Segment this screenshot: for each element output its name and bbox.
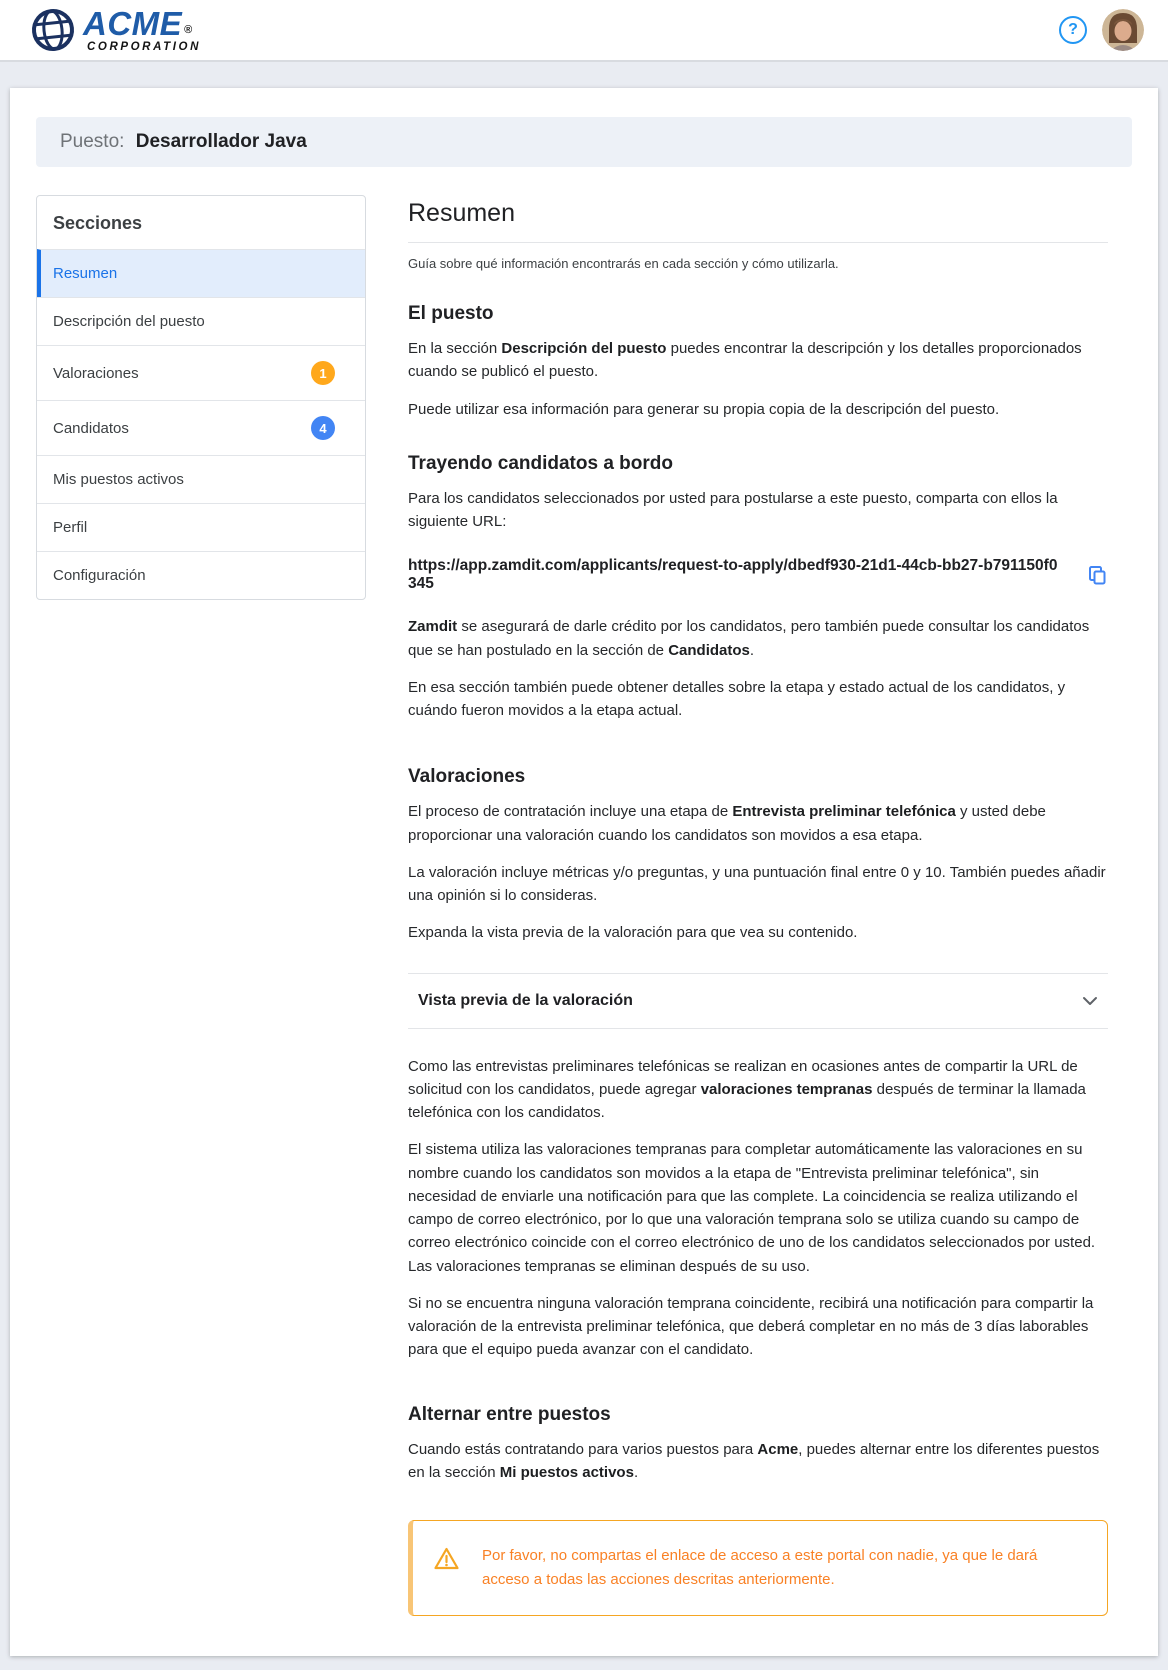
apply-url: https://app.zamdit.com/applicants/request-to-apply/dbedf930-21d1-44cb-bb27-b791150f0345 (408, 557, 1058, 593)
page-subtitle: Guía sobre qué información encontrarás en cada sección y cómo utilizarla. (408, 256, 839, 271)
title-divider (408, 242, 1108, 243)
sidebar-item-label: Valoraciones (53, 364, 139, 382)
user-avatar[interactable] (1102, 9, 1144, 51)
section-heading-valoraciones: Valoraciones (408, 766, 526, 788)
registered-mark: ® (184, 23, 193, 36)
paragraph: Expanda la vista previa de la valoración para que vea su contenido. (408, 924, 858, 942)
valoraciones-count-badge: 1 (311, 361, 335, 385)
job-title-banner (36, 117, 1132, 167)
sidebar-item-label: Descripción del puesto (53, 313, 205, 330)
acme-logo (30, 4, 201, 54)
sidebar-item-descripcion[interactable] (37, 297, 365, 345)
sidebar-item-resumen[interactable] (37, 249, 365, 297)
sections-sidebar (36, 195, 366, 600)
job-title: Desarrollador Java (135, 131, 307, 152)
sidebar-item-label: Candidatos (53, 419, 129, 437)
sidebar-item-label: Perfil (53, 519, 88, 536)
sidebar-item-label: Configuración (53, 567, 146, 584)
paragraph: Como las entrevistas preliminares telefónicas se realizan en ocasiones antes de compartir la URL de solicitud con los candidatos, puede agregar valoraciones tempranas después de terminar la llamada telefónica con los candidatos. (408, 1057, 1086, 1121)
paragraph: El sistema utiliza las valoraciones tempranas para completar automáticamente las valoraciones en su nombre cuando los candidatos son movidos a la etapa de "Entrevista preliminar telefónica", sin necesidad de enviarle una notificación para que las complete. La coincidencia se realiza utilizando el campo de correo electrónico, por lo que una valoración temprana solo se utiliza cuando su campo de correo electrónico coincide con el correo electrónico de uno de los candidatos seleccionados por usted. Las valoraciones tempranas se eliminan después de su uso. (408, 1141, 1096, 1275)
copy-url-button[interactable] (1086, 564, 1108, 586)
paragraph: Si no se encuentra ninguna valoración temprana coincidente, recibirá una notificación para compartir la valoración de la entrevista preliminar telefónica, que deberá completar en no más de 3 días laborables para que el equipo pueda avanzar con el candidato. (408, 1294, 1094, 1359)
apply-url-row (408, 557, 1108, 593)
app-header (0, 0, 1168, 62)
paragraph: En esa sección también puede obtener detalles sobre la etapa y estado actual de los candidatos, y cuándo fueron movidos a la etapa actual. (408, 678, 1066, 719)
paragraph: El proceso de contratación incluye una etapa de Entrevista preliminar telefónica y usted debe proporcionar una valoración cuando los candidatos son movidos a esa etapa. (408, 803, 1046, 844)
paragraph: La valoración incluye métricas y/o preguntas, y una puntuación final entre 0 y 10. También puedes añadir una opinión si lo consideras. (408, 863, 1106, 904)
sidebar-item-label: Mis puestos activos (53, 471, 184, 488)
paragraph: Para los candidatos seleccionados por usted para postularse a este puesto, comparta con ellos la siguiente URL: (408, 489, 1058, 530)
sidebar-item-valoraciones[interactable] (37, 345, 365, 400)
section-heading-alternar: Alternar entre puestos (408, 1403, 611, 1425)
sidebar-item-label: Resumen (53, 265, 118, 282)
globe-icon (30, 7, 76, 53)
portal-card (10, 88, 1158, 1656)
paragraph: Cuando estás contratando para varios puestos para Acme, puedes alternar entre los diferentes puestos en la sección Mi puestos activos. (408, 1440, 1100, 1481)
resumen-content (408, 195, 1108, 1616)
sidebar-title: Secciones (53, 213, 143, 233)
page-title: Resumen (408, 199, 515, 227)
paragraph: En la sección Descripción del puesto puedes encontrar la descripción y los detalles proporcionados cuando se publicó el puesto. (408, 340, 1082, 381)
valoracion-preview-expander[interactable] (408, 973, 1108, 1029)
copy-icon (1086, 564, 1108, 586)
sidebar-item-mis-puestos[interactable] (37, 455, 365, 503)
expander-label: Vista previa de la valoración (418, 991, 633, 1009)
warning-banner (408, 1520, 1108, 1616)
logo-corporation: CORPORATION (87, 40, 201, 53)
sidebar-item-configuracion[interactable] (37, 551, 365, 599)
section-heading-candidatos-bordo: Trayendo candidatos a bordo (408, 452, 673, 474)
paragraph: Puede utilizar esa información para generar su propia copia de la descripción del puesto. (408, 400, 1000, 418)
paragraph: Zamdit se asegurará de darle crédito por los candidatos, pero también puede consultar los candidatos que se han postulado en la sección de Candidatos. (408, 618, 1090, 659)
logo-wordmark: ACME ® (83, 4, 193, 42)
section-heading-el-puesto: El puesto (408, 303, 494, 324)
job-banner-label: Puesto: (60, 131, 125, 152)
sidebar-item-perfil[interactable] (37, 503, 365, 551)
chevron-down-icon (1082, 996, 1098, 1006)
candidatos-count-badge: 4 (311, 416, 335, 440)
warning-triangle-icon (433, 1546, 460, 1571)
warning-text: Por favor, no compartas el enlace de acceso a este portal con nadie, ya que le dará acceso a todas las acciones descritas anteriormente. (482, 1547, 1038, 1588)
help-icon[interactable]: ? (1059, 16, 1087, 44)
sidebar-item-candidatos[interactable] (37, 400, 365, 455)
